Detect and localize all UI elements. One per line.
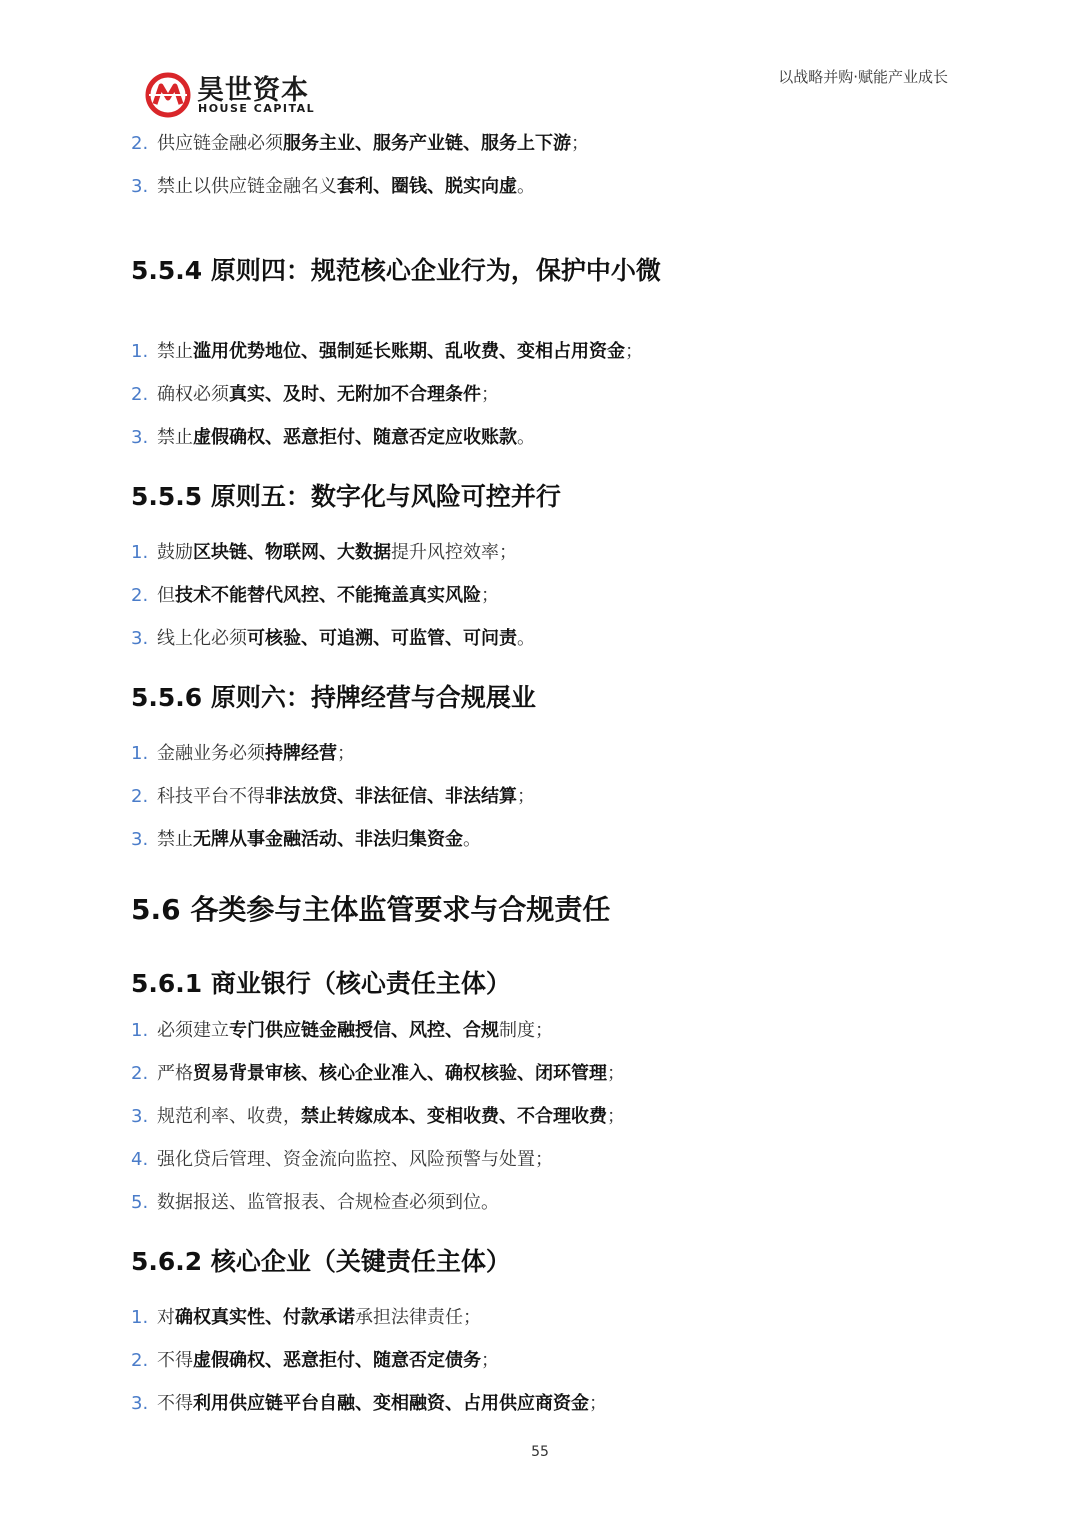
section-5-6-1 — [131, 955, 961, 1009]
list-item-number: 1. — [131, 341, 149, 362]
company-logo — [145, 72, 345, 118]
list-item-text: ； — [337, 743, 355, 764]
list-item-emphasis: 确权真实性、付款承诺 — [175, 1307, 355, 1328]
list-item-number: 4. — [131, 1149, 149, 1170]
list-item-number: 5. — [131, 1192, 149, 1213]
list-item-text: 科技平台不得 — [157, 786, 265, 807]
list-item-text: 数据报送、监管报表、合规检查必须到位。 — [157, 1192, 499, 1213]
list-item-number: 3. — [131, 1393, 149, 1414]
list-commercial-bank — [131, 1009, 961, 1224]
list-item-text: ； — [571, 133, 589, 154]
list-item-number: 2. — [131, 585, 149, 606]
list-item-text: 线上化必须 — [157, 628, 247, 649]
list-item-number: 3. — [131, 628, 149, 649]
list-item-number: 2. — [131, 133, 149, 154]
list-item-text: 禁止 — [157, 427, 193, 448]
list-item-text: 严格 — [157, 1063, 193, 1084]
list-item-emphasis: 可核验、可追溯、可监管、可问责 — [247, 628, 517, 649]
list-item — [131, 775, 961, 818]
list-item-number: 1. — [131, 743, 149, 764]
section-5-5-4 — [131, 208, 961, 330]
list-item-emphasis: 禁止转嫁成本、变相收费、不合理收费 — [301, 1106, 607, 1127]
list-item-text: ； — [607, 1063, 625, 1084]
list-item — [131, 373, 961, 416]
list-principle-4 — [131, 330, 961, 459]
list-item-emphasis: 持牌经营 — [265, 743, 337, 764]
list-item-text: 规范利率、收费， — [157, 1106, 301, 1127]
list-item — [131, 818, 961, 861]
list-item-number: 3. — [131, 427, 149, 448]
list-item-number: 1. — [131, 1020, 149, 1041]
list-item-number: 2. — [131, 1063, 149, 1084]
list-item-emphasis: 专门供应链金融授信、风控、合规 — [229, 1020, 499, 1041]
list-item-emphasis: 技术不能替代风控、不能掩盖真实风险 — [175, 585, 481, 606]
list-item — [131, 1382, 961, 1425]
list-item-text: 供应链金融必须 — [157, 133, 283, 154]
heading-5-6-2: 5.6.2 核心企业（关键责任主体） — [131, 1247, 511, 1276]
list-item-text: 禁止 — [157, 829, 193, 850]
list-item-emphasis: 服务主业、服务产业链、服务上下游 — [283, 133, 571, 154]
list-item-text: 不得 — [157, 1350, 193, 1371]
list-principle-6 — [131, 732, 961, 861]
section-5-6-2 — [131, 1224, 961, 1296]
heading-5-6-1: 5.6.1 商业银行（核心责任主体） — [131, 969, 511, 998]
list-item-text: 。 — [517, 176, 535, 197]
list-item-text: 不得 — [157, 1393, 193, 1414]
list-item — [131, 1052, 961, 1095]
list-item — [131, 1009, 961, 1052]
list-intro — [131, 122, 961, 208]
list-item-emphasis: 虚假确权、恶意拒付、随意否定应收账款 — [193, 427, 517, 448]
page-number: 55 — [531, 1444, 549, 1460]
list-item-number: 3. — [131, 829, 149, 850]
list-item — [131, 531, 961, 574]
house-capital-logo-icon — [145, 72, 191, 118]
list-item — [131, 1095, 961, 1138]
section-5-5-6 — [131, 660, 961, 732]
list-item-emphasis: 套利、圈钱、脱实向虚 — [337, 176, 517, 197]
list-item-emphasis: 非法放贷、非法征信、非法结算 — [265, 786, 517, 807]
list-item-emphasis: 贸易背景审核、核心企业准入、确权核验、闭环管理 — [193, 1063, 607, 1084]
list-core-enterprise — [131, 1296, 961, 1425]
list-item — [131, 732, 961, 775]
list-item-emphasis: 无牌从事金融活动、非法归集资金 — [193, 829, 463, 850]
list-item-number: 2. — [131, 384, 149, 405]
heading-5-5-6: 5.5.6 原则六：持牌经营与合规展业 — [131, 683, 536, 712]
list-item-text: 制度； — [499, 1020, 553, 1041]
list-item — [131, 1181, 961, 1224]
list-item — [131, 1339, 961, 1382]
list-item-number: 2. — [131, 1350, 149, 1371]
section-5-6 — [131, 861, 961, 955]
list-item — [131, 165, 961, 208]
list-item-text: 金融业务必须 — [157, 743, 265, 764]
list-item-text: ； — [607, 1106, 625, 1127]
list-item-text: 承担法律责任； — [355, 1307, 481, 1328]
list-item-text: 提升风控效率； — [391, 542, 517, 563]
list-item-text: 禁止以供应链金融名义 — [157, 176, 337, 197]
logo-english-name: HOUSE CAPITAL — [198, 102, 316, 115]
list-item — [131, 574, 961, 617]
list-item-text: 对 — [157, 1307, 175, 1328]
list-item-emphasis: 真实、及时、无附加不合理条件 — [229, 384, 481, 405]
list-item-number: 1. — [131, 542, 149, 563]
list-item-text: 。 — [517, 628, 535, 649]
logo-chinese-name: 昊世资本 — [197, 75, 309, 106]
list-item-text: 。 — [463, 829, 481, 850]
list-item-text: 禁止 — [157, 341, 193, 362]
list-item-emphasis: 滥用优势地位、强制延长账期、乱收费、变相占用资金 — [193, 341, 625, 362]
list-item-emphasis: 区块链、物联网、大数据 — [193, 542, 391, 563]
heading-5-5-4: 5.5.4 原则四：规范核心企业行为，保护中小微 — [131, 256, 661, 285]
list-item-text: 确权必须 — [157, 384, 229, 405]
heading-5-5-5: 5.5.5 原则五：数字化与风险可控并行 — [131, 482, 561, 511]
list-item-text: 必须建立 — [157, 1020, 229, 1041]
list-item-text: 但 — [157, 585, 175, 606]
list-item-text: ； — [625, 341, 643, 362]
list-item-text: 鼓励 — [157, 542, 193, 563]
list-item-text: 。 — [517, 427, 535, 448]
list-item — [131, 617, 961, 660]
list-item — [131, 416, 961, 459]
header-tagline: 以战略并购·赋能产业成长 — [778, 68, 948, 86]
list-principle-5 — [131, 531, 961, 660]
heading-5-6: 5.6 各类参与主体监管要求与合规责任 — [131, 893, 611, 926]
list-item-number: 3. — [131, 176, 149, 197]
list-item-text: ； — [481, 585, 499, 606]
list-item-text: ； — [517, 786, 535, 807]
list-item-number: 3. — [131, 1106, 149, 1127]
list-item-number: 1. — [131, 1307, 149, 1328]
list-item-emphasis: 利用供应链平台自融、变相融资、占用供应商资金 — [193, 1393, 589, 1414]
list-item-text: ； — [589, 1393, 607, 1414]
document-body — [131, 122, 961, 1425]
list-item — [131, 1138, 961, 1181]
list-item-text: ； — [481, 1350, 499, 1371]
list-item-text: 强化贷后管理、资金流向监控、风险预警与处置； — [157, 1149, 553, 1170]
list-item — [131, 330, 961, 373]
list-item-number: 2. — [131, 786, 149, 807]
section-5-5-5 — [131, 459, 961, 531]
list-item — [131, 122, 961, 165]
list-item-text: ； — [481, 384, 499, 405]
list-item-emphasis: 虚假确权、恶意拒付、随意否定债务 — [193, 1350, 481, 1371]
list-item — [131, 1296, 961, 1339]
